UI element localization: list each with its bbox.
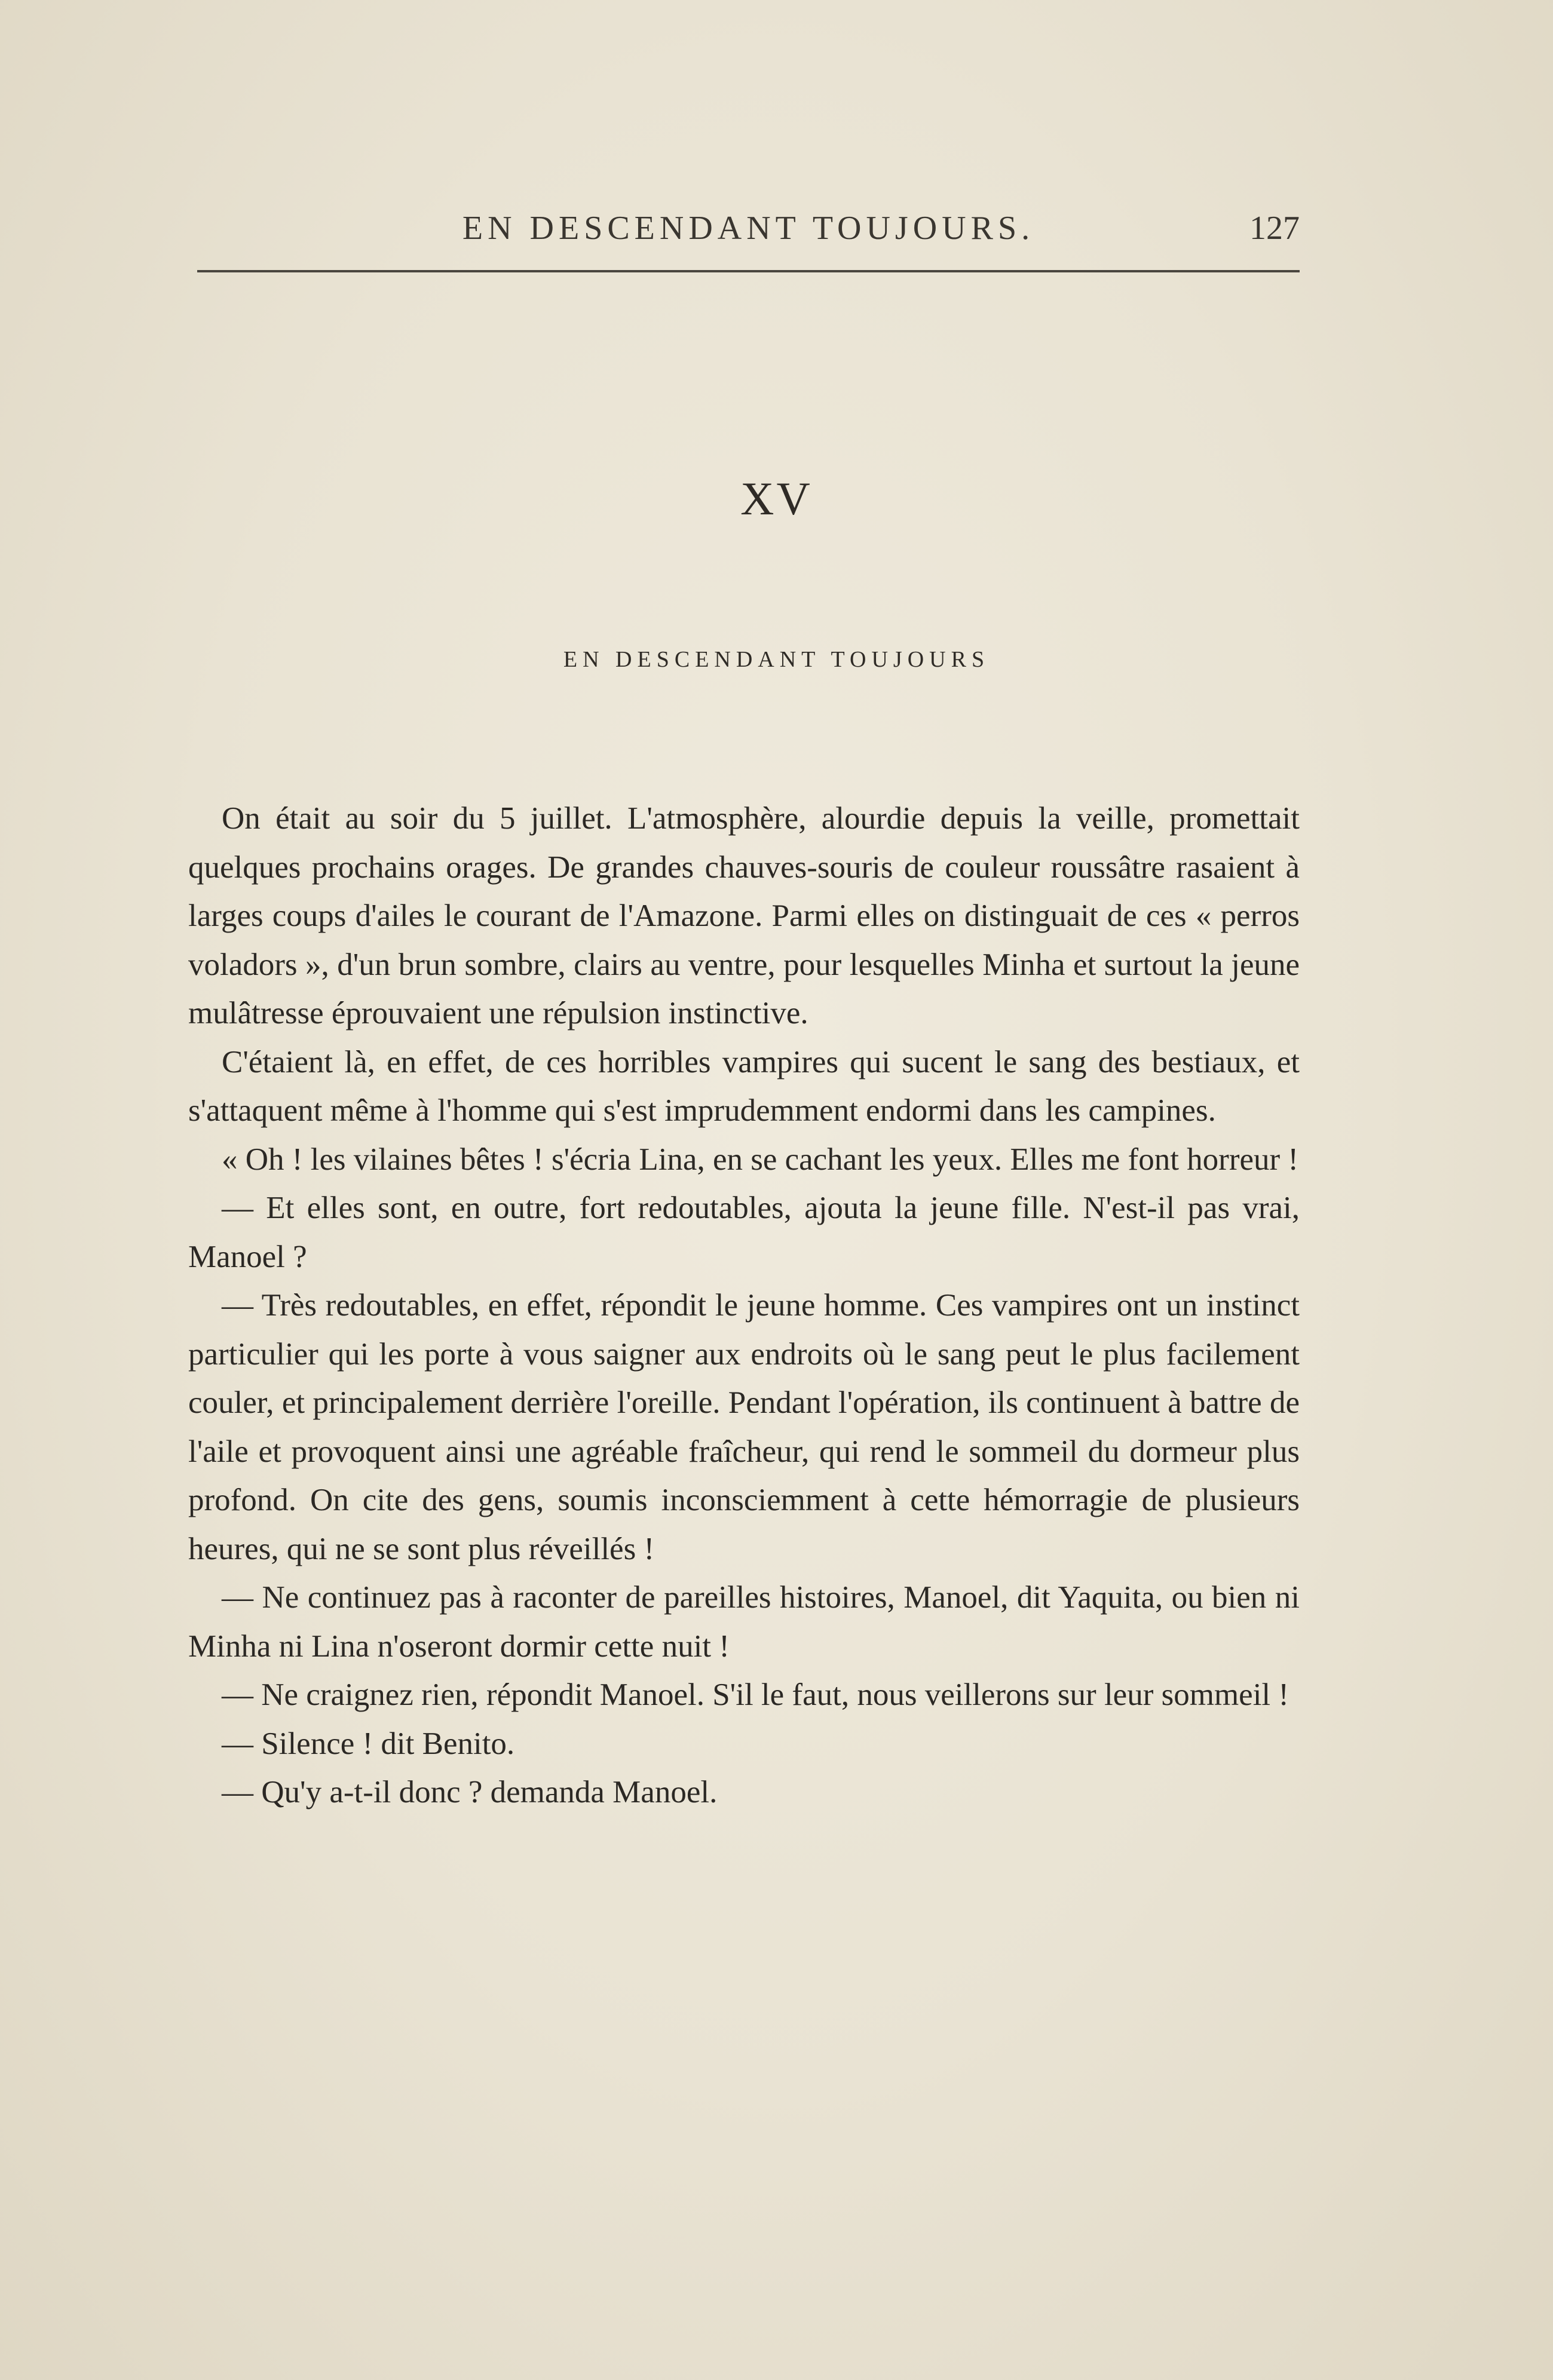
paragraph: C'étaient là, en effet, de ces horribles vampires qui sucent le sang des bestiaux, et s'attaquent même à l'homme qui s'est imprudemment endormi dans les campines. [188,1044,1300,1128]
paragraph: — Ne continuez pas à raconter de pareilles histoires, Manoel, dit Yaquita, ou bien ni Minha ni Lina n'oseront dormir cette nuit ! [188,1580,1300,1664]
running-title: EN DESCENDANT TOUJOURS. [462,210,1035,247]
header-rule [197,270,1300,272]
chapter-title: EN DESCENDANT TOUJOURS [563,647,990,672]
page-number: 127 [1249,210,1300,247]
body-text [188,795,1300,1817]
paragraph: On était au soir du 5 juillet. L'atmosphère, alourdie depuis la veille, promettait quelques prochains orages. De grandes chauves-souris de couleur roussâtre rasaient à larges coups d'ailes le courant de l'Amazone. Parmi elles on distinguait de ces « perros voladors », d'un brun sombre, clairs au ventre, pour lesquelles Minha et surtout la jeune mulâtresse éprouvaient une répulsion instinctive. [188,801,1300,1030]
paragraph: — Ne craignez rien, répondit Manoel. S'il le faut, nous veillerons sur leur sommeil ! [222,1677,1289,1712]
paragraph: « Oh ! les vilaines bêtes ! s'écria Lina, en se cachant les yeux. Elles me font horreur ! [222,1142,1299,1177]
paragraph: — Très redoutables, en effet, répondit le jeune homme. Ces vampires ont un instinct particulier qui les porte à vous saigner aux endroits où le sang peut le plus facilement couler, et principalement derrière l'oreille. Pendant l'opération, ils continuent à battre de l'aile et provoquent ainsi une agréable fraîcheur, qui rend le sommeil du dormeur plus profond. On cite des gens, soumis inconsciemment à cette hémorragie de plusieurs heures, qui ne se sont plus réveillés ! [188,1288,1300,1566]
paragraph: — Et elles sont, en outre, fort redoutables, ajouta la jeune fille. N'est-il pas vrai, Manoel ? [188,1191,1300,1274]
running-head [197,203,1300,251]
paragraph: — Qu'y a-t-il donc ? demanda Manoel. [222,1775,718,1809]
paragraph: — Silence ! dit Benito. [222,1726,515,1761]
chapter-number: XV [740,473,813,525]
